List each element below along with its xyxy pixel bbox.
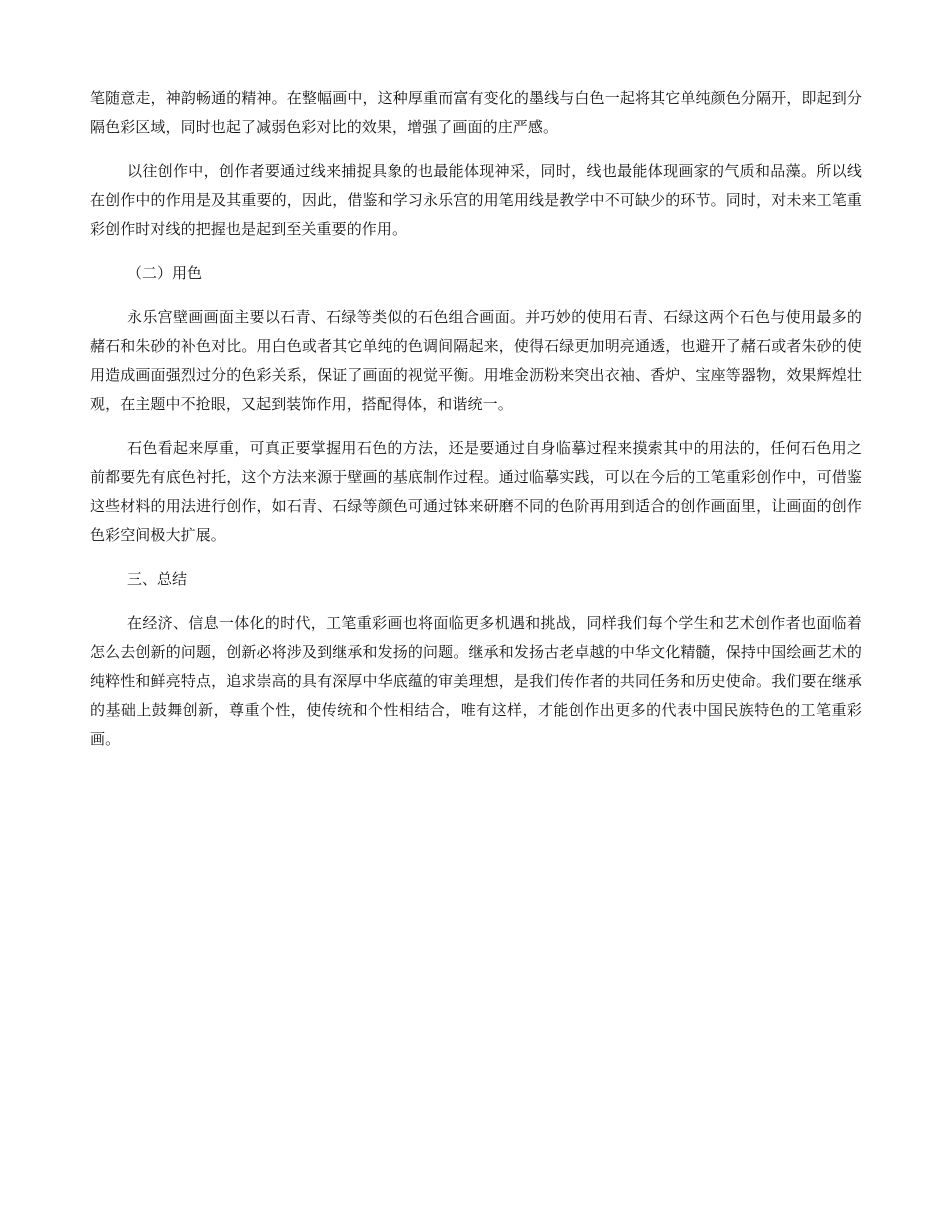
section-heading-summary: 三、总结 xyxy=(127,570,188,588)
document-page xyxy=(90,84,862,769)
paragraph-mineral-colors: 永乐宫壁画画面主要以石青、石绿等类似的石色组合画面。并巧妙的使用石青、石绿这两个石色与使用最多的赭石和朱砂的补色对比。用白色或者其它单纯的色调间隔起来，使得石绿更加明亮通透，也避开了赭石或者朱砂的使用造成画面强烈过分的色彩关系，保证了画面的视觉平衡。用堆金沥粉来突出衣袖、香炉、宝座等器物，效果辉煌壮观，在主题中不抢眼，又起到装饰作用，搭配得体，和谐统一。 xyxy=(90,308,862,413)
section-heading-color-usage: （二）用色 xyxy=(127,264,203,282)
paragraph-summary: 在经济、信息一体化的时代，工笔重彩画也将面临更多机遇和挑战，同样我们每个学生和艺术创作者也面临着怎么去创新的问题，创新必将涉及到继承和发扬的问题。继承和发扬古老卓越的中华文化精髓，保持中国绘画艺术的纯粹性和鲜亮特点，追求崇高的具有深厚中华底蕴的审美理想，是我们传作者的共同任务和历史使命。我们要在继承的基础上鼓舞创新，尊重个性，使传统和个性相结合，唯有这样，才能创作出更多的代表中国民族特色的工笔重彩画。 xyxy=(90,614,862,748)
paragraph-continuation: 笔随意走，神韵畅通的精神。在整幅画中，这种厚重而富有变化的墨线与白色一起将其它单纯颜色分隔开，即起到分隔色彩区域，同时也起了减弱色彩对比的效果，增强了画面的庄严感。 xyxy=(90,89,862,136)
paragraph-line-usage: 以往创作中，创作者要通过线来捕捉具象的也最能体现神采，同时，线也最能体现画家的气质和品藻。所以线在创作中的作用是及其重要的，因此，借鉴和学习永乐宫的用笔用线是教学中不可缺少的环节。同时，对未来工笔重彩创作时对线的把握也是起到至关重要的作用。 xyxy=(90,162,862,238)
paragraph-stone-color-method: 石色看起来厚重，可真正要掌握用石色的方法，还是要通过自身临摹过程来摸索其中的用法的，任何石色用之前都要先有底色衬托，这个方法来源于壁画的基底制作过程。通过临摹实践，可以在今后的工笔重彩创作中，可借鉴这些材料的用法进行创作，如石青、石绿等颜色可通过钵来研磨不同的色阶再用到适合的创作画面里，让画面的创作色彩空间极大扩展。 xyxy=(90,439,862,544)
